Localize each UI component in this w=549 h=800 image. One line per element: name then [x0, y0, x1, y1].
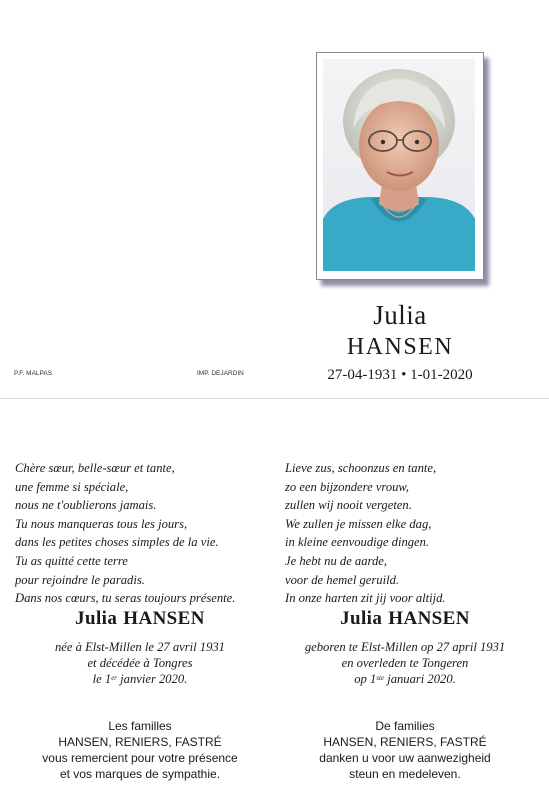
thanks-line: vous remercient pour votre présence: [42, 751, 238, 765]
poem-line: Dans nos cœurs, tu seras toujours présente.: [15, 591, 236, 606]
french-birth-death-text: [20, 639, 260, 687]
fold-line: [0, 398, 549, 399]
thanks-line: HANSEN, RENIERS, FASTRÉ: [58, 735, 222, 749]
front-first-name: Julia: [373, 300, 427, 330]
french-death-date-line: le 1er janvier 2020.: [92, 672, 188, 686]
portrait-frame: [316, 52, 484, 280]
french-death-place-line: et décédée à Tongres: [87, 656, 193, 670]
poem-line: Lieve zus, schoonzus en tante,: [285, 461, 437, 475]
poem-line: We zullen je missen elke dag,: [285, 516, 432, 531]
dutch-birth-death-text: [280, 639, 530, 687]
dutch-first-name: Julia: [340, 608, 383, 629]
french-deceased-name: [30, 608, 250, 630]
french-last-name: HANSEN: [123, 608, 205, 629]
printer-credit: IMP. DEJARDIN: [197, 370, 244, 377]
poem-line: nous ne t'oublierons jamais.: [15, 498, 157, 513]
poem-line: In onze harten zit jij voor altijd.: [285, 591, 446, 606]
dutch-thanks: [275, 718, 535, 782]
thanks-line: danken u voor uw aanwezigheid: [319, 751, 491, 765]
thanks-line: Les familles: [108, 719, 172, 733]
dutch-death-place-line: en overleden te Tongeren: [341, 656, 469, 670]
front-last-name: HANSEN: [346, 334, 454, 360]
dutch-birth-line: geboren te Elst-Millen op 27 april 1931: [304, 640, 506, 654]
dutch-death-date-line: op 1ste januari 2020.: [354, 672, 456, 686]
thanks-line: HANSEN, RENIERS, FASTRÉ: [323, 735, 487, 749]
poem-line: une femme si spéciale,: [15, 479, 129, 494]
dutch-poem: [285, 459, 446, 608]
thanks-line: De families: [375, 719, 435, 733]
poem-line: zo een bijzondere vrouw,: [285, 479, 410, 494]
poem-line: voor de hemel geruild.: [285, 572, 400, 587]
thanks-line: et vos marques de sympathie.: [59, 767, 221, 781]
poem-line: Tu as quitté cette terre: [15, 553, 128, 568]
poem-line: dans les petites choses simples de la vie.: [15, 535, 219, 550]
dutch-last-name: HANSEN: [388, 608, 470, 629]
poem-line: zullen wij nooit vergeten.: [285, 498, 412, 513]
poem-line: Je hebt nu de aarde,: [285, 553, 387, 568]
dutch-deceased-name: [290, 608, 520, 630]
french-birth-line: née à Elst-Millen le 27 avril 1931: [55, 640, 225, 654]
poem-line: in kleine eenvoudige dingen.: [285, 535, 430, 550]
thanks-line: steun en medeleven.: [349, 767, 461, 781]
poem-line: Tu nous manqueras tous les jours,: [15, 516, 188, 531]
front-life-dates: 27-04-1931 • 1-01-2020: [327, 367, 473, 383]
french-poem: [15, 459, 235, 608]
funeral-home-credit: P.F. MALPAS: [14, 370, 53, 377]
poem-line: pour rejoindre le paradis.: [15, 572, 145, 587]
french-first-name: Julia: [75, 608, 118, 629]
french-thanks: [10, 718, 270, 782]
poem-line: Chère sœur, belle-sœur et tante,: [15, 461, 175, 475]
portrait-photo: [323, 59, 475, 271]
